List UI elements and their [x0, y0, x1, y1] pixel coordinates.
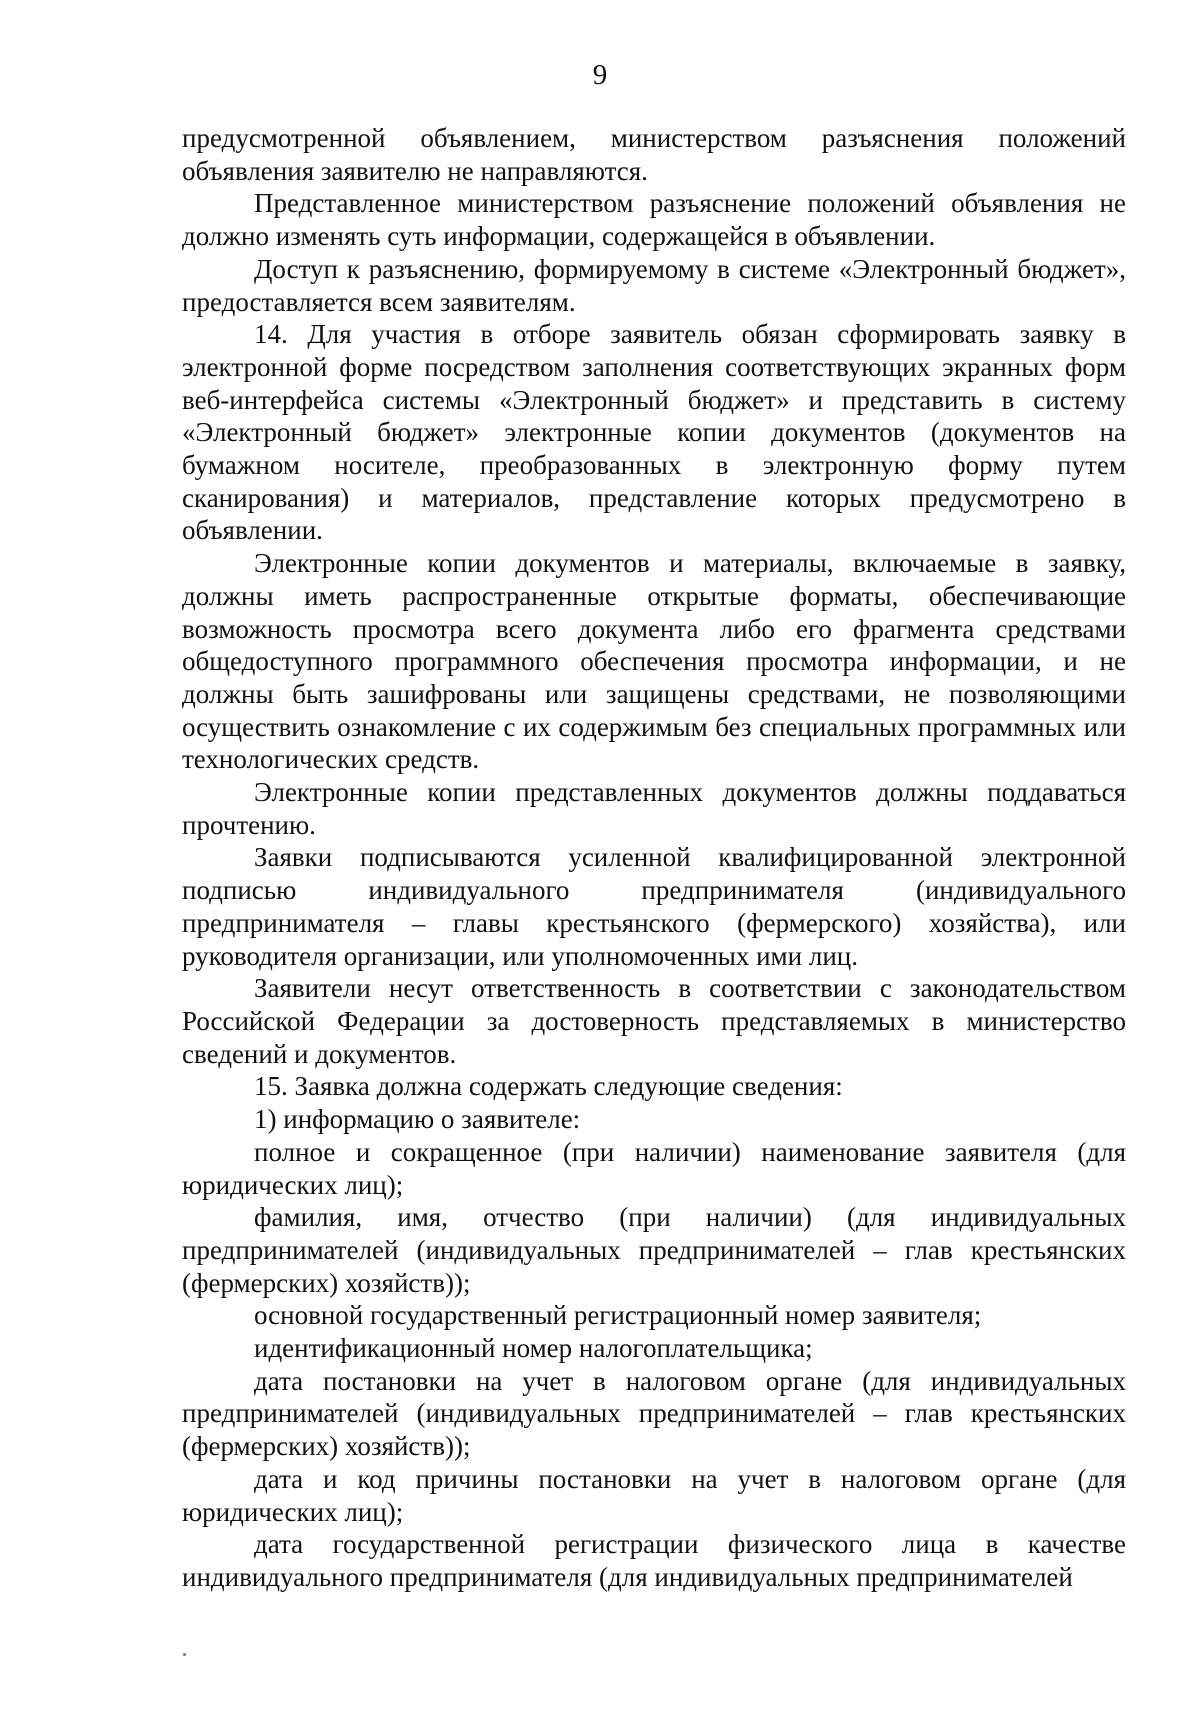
paragraph: основной государственный регистрационный номер заявителя;	[254, 1300, 982, 1331]
paragraph: Доступ к разъяснению, формируемому в системе «Электронный бюджет», предоставляется всем заявителям.	[182, 253, 1126, 317]
paragraph: 14. Для участия в отборе заявитель обязан сформировать заявку в электронной форме посредством заполнения соответствующих экранных форм веб-интерфейса системы «Электронный бюджет» и представить в систему «Электронный бюджет» электронные копии документов (документов на бумажном носителе, преобразованных в электронную форму путем сканирования) и материалов, представление которых предусмотрено в объявлении.	[182, 319, 1126, 546]
paragraph: 1) информацию о заявителе:	[254, 1104, 581, 1135]
paragraph: фамилия, имя, отчество (при наличии) (для индивидуальных предпринимателей (индивидуальных предпринимателей – глав крестьянских (фермерских) хозяйств));	[182, 1202, 1126, 1298]
paragraph: Электронные копии представленных документов должны поддаваться прочтению.	[182, 777, 1126, 840]
paragraph: идентификационный номер налогоплательщика;	[254, 1333, 813, 1364]
paragraph: Представленное министерством разъяснение положений объявления не должно изменять суть информации, содержащейся в объявлении.	[182, 188, 1126, 252]
paragraph: полное и сокращенное (при наличии) наименование заявителя (для юридических лиц);	[182, 1136, 1126, 1200]
paragraph: Заявители несут ответственность в соответствии с законодательством Российской Федерации за достоверность представляемых в министерство сведений и документов.	[182, 973, 1126, 1069]
paragraph: Электронные копии документов и материалы, включаемые в заявку, должны иметь распространенные открытые форматы, обеспечивающие возможность просмотра всего документа либо его фрагмента средствами общедоступного программного обеспечения просмотра информации, и не должны быть зашифрованы или защищены средствами, не позволяющими осуществить ознакомление с их содержимым без специальных программных или технологических средств.	[182, 548, 1126, 775]
page-number: 9	[592, 59, 608, 91]
scan-speck	[183, 1653, 186, 1656]
paragraph: дата государственной регистрации физического лица в качестве индивидуального предпринимателя (для индивидуальных предпринимателей	[182, 1529, 1126, 1592]
paragraph: 15. Заявка должна содержать следующие сведения:	[254, 1071, 843, 1102]
paragraph: дата и код причины постановки на учет в налоговом органе (для юридических лиц);	[182, 1463, 1126, 1527]
document-body	[182, 122, 1126, 1594]
paragraph: предусмотренной объявлением, министерством разъяснения положений объявления заявителю не направляются.	[182, 123, 1126, 186]
paragraph: дата постановки на учет в налоговом органе (для индивидуальных предпринимателей (индивидуальных предпринимателей – глав крестьянских (фермерских) хозяйств));	[182, 1365, 1126, 1462]
paragraph: Заявки подписываются усиленной квалифицированной электронной подписью индивидуального предпринимателя (индивидуального предпринимателя – главы крестьянского (фермерского) хозяйства), или руководителя организации, или уполномоченных ими лиц.	[182, 842, 1126, 971]
